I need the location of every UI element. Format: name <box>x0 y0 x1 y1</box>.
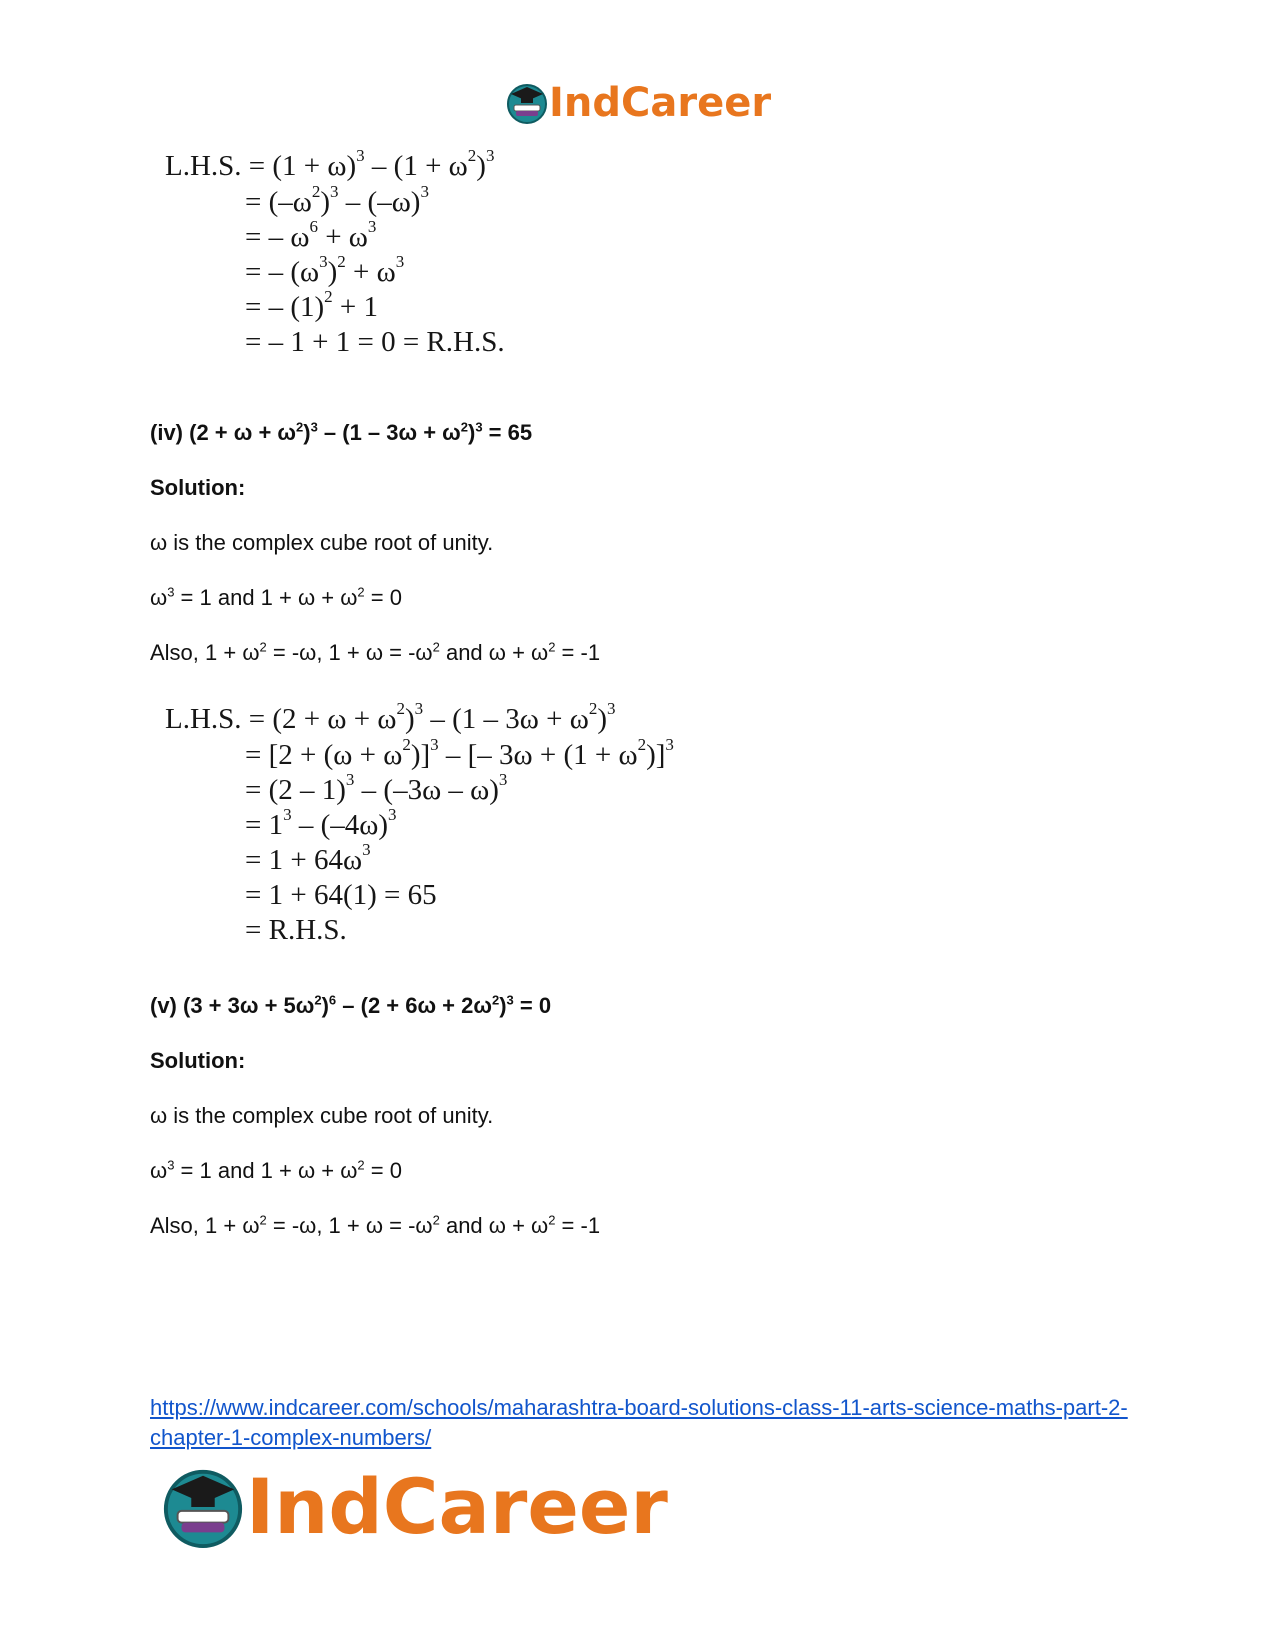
question-v-title: (v) $(3 + 3\omega + 5\omega^2)^6 - (2 + 6\omega + 2\omega^2)^3 = 0$ <box>150 992 552 1018</box>
proof-1-line-4: = – $(\omega^3)^2 + \omega^3$ <box>245 252 405 288</box>
header-brand-name: IndCareer <box>549 80 772 126</box>
question-iv-line-1: ω is the complex cube root of unity. <box>150 530 494 555</box>
question-v-line-1: ω is the complex cube root of unity. <box>150 1103 494 1128</box>
footer-brand-name: IndCareer <box>246 1462 668 1551</box>
question-iv-line-3: Also, $1 + \omega^2 = -\omega$, $1 + \omega = -\omega^2$ and $\omega + \omega^2 = -1$ <box>150 639 601 665</box>
graduation-cap-book-globe-icon <box>160 1464 246 1550</box>
source-url-link[interactable]: https://www.indcareer.com/schools/maharashtra-board-solutions-class-11-arts-science-maths-part-2-chapter-1-complex-numbers/ <box>150 1395 1128 1450</box>
proof-2-line-2: = $[2 + (\omega + \omega^2)]^3$ – [– $3\omega + (1 + \omega^2)]^3$ <box>245 735 674 771</box>
proof-2-line-3: = (2 – 1)$^3$ – (–3ω – ω)$^3$ <box>245 770 508 806</box>
proof-2-line-6: = 1 + 64(1) = 65 <box>245 879 437 911</box>
proof-1-line-2: = $(-\omega^2)^3 - (-\omega)^3$ <box>245 182 429 218</box>
question-v-solution-label: Solution: <box>150 1048 246 1073</box>
proof-1-line-5: = – $(1)^2 + 1$ <box>245 287 379 323</box>
question-v-line-2: $\omega^3 = 1$ and $1 + \omega + \omega^2 = 0$ <box>150 1157 402 1183</box>
proof-2-line-1: L.H.S. = $(2 + \omega + \omega^2)^3 - (1 - 3\omega + \omega^2)^3$ <box>165 699 616 735</box>
header-logo <box>505 80 771 126</box>
proof-2-line-5: = $1 + 64\omega^3$ <box>245 840 371 876</box>
proof-1-line-3: = – $\omega^6 + \omega^3$ <box>245 217 377 253</box>
question-v-line-3: Also, $1 + \omega^2 = -\omega$, $1 + \omega = -\omega^2$ and $\omega + \omega^2 = -1$ <box>150 1212 601 1238</box>
proof-2-line-7: = R.H.S. <box>245 914 347 946</box>
proof-1-line-1: L.H.S. = $(1 + \omega)^3 - (1 + \omega^2)^3$ <box>165 146 495 182</box>
proof-1-line-6: = – 1 + 1 = 0 = R.H.S. <box>245 326 505 358</box>
question-iv-line-2: $\omega^3 = 1$ and $1 + \omega + \omega^2 = 0$ <box>150 584 402 610</box>
footer-logo <box>160 1462 668 1551</box>
question-iv-solution-label: Solution: <box>150 475 246 500</box>
proof-2-line-4: = $1^3 - (-4\omega)^3$ <box>245 805 397 841</box>
question-iv-title: (iv) $(2 + \omega + \omega^2)^3 - (1 - 3\omega + \omega^2)^3 = 65$ <box>150 419 533 445</box>
graduation-cap-book-globe-icon <box>505 81 549 125</box>
